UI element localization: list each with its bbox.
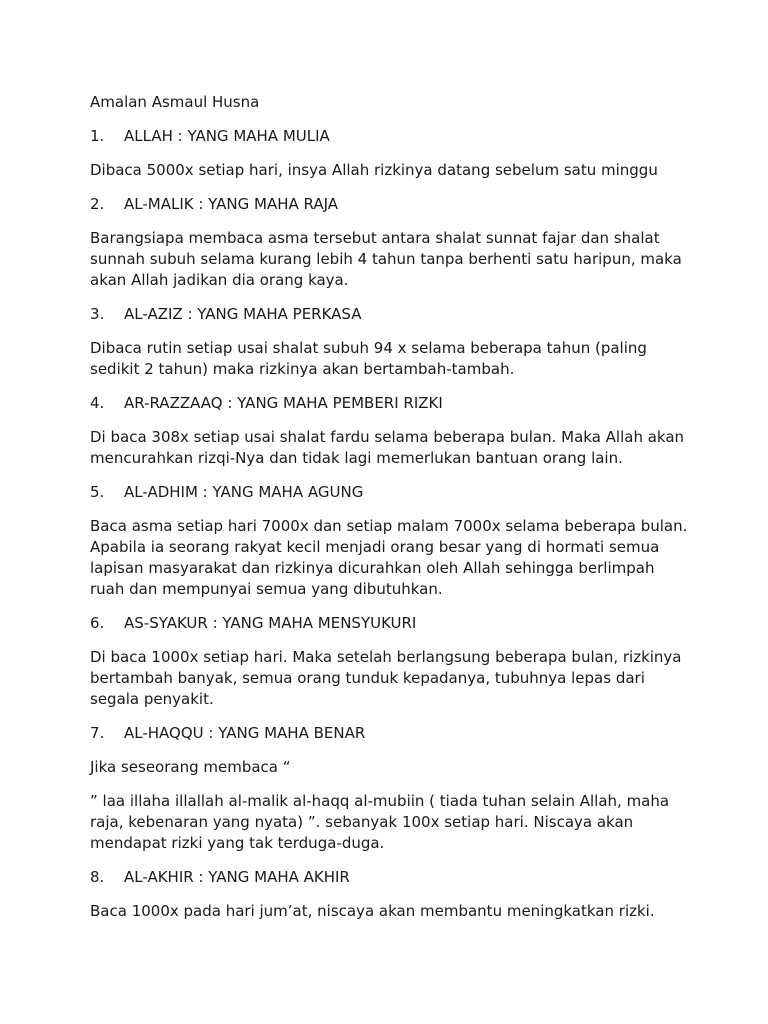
section-paragraph: Baca 1000x pada hari jum’at, niscaya akan membantu meningkatkan rizki.: [90, 902, 655, 920]
section-3: [90, 304, 690, 380]
section-6: [90, 613, 690, 710]
section-7: [90, 723, 690, 854]
section-heading: [90, 867, 690, 888]
section-number: 8.: [90, 868, 105, 886]
section-paragraph: Baca asma setiap hari 7000x dan setiap malam 7000x selama beberapa bulan. Apabila ia seorang rakyat kecil menjadi orang besar yang di hormati semua lapisan masyarakat dan rizkinya dicurahkan oleh Allah sehingga berlimpah ruah dan mempunyai semua yang dibutuhkan.: [90, 517, 688, 598]
section-heading-text: AL-ADHIM : YANG MAHA AGUNG: [124, 483, 364, 501]
section-paragraph: Dibaca 5000x setiap hari, insya Allah rizkinya datang sebelum satu minggu: [90, 161, 658, 179]
section-paragraph: Di baca 1000x setiap hari. Maka setelah berlangsung beberapa bulan, rizkinya bertambah banyak, semua orang tunduk kepadanya, tubuhnya lepas dari segala penyakit.: [90, 648, 682, 708]
section-paragraph: Jika seseorang membaca “: [90, 758, 291, 776]
section-number: 5.: [90, 483, 105, 501]
section-heading: [90, 304, 690, 325]
section-paragraph: ” laa illaha illallah al-malik al-haqq al-mubiin ( tiada tuhan selain Allah, maha raja, kebenaran yang nyata) ”. sebanyak 100x setiap hari. Niscaya akan mendapat rizki yang tak terduga-duga.: [90, 792, 670, 852]
section-paragraph: Di baca 308x setiap usai shalat fardu selama beberapa bulan. Maka Allah akan mencurahkan rizqi-Nya dan tidak lagi memerlukan bantuan orang lain.: [90, 428, 685, 467]
section-heading: [90, 393, 690, 414]
section-2: [90, 194, 690, 291]
section-number: 7.: [90, 724, 105, 742]
section-1: [90, 126, 690, 181]
section-heading-text: ALLAH : YANG MAHA MULIA: [124, 127, 330, 145]
section-heading: [90, 482, 690, 503]
section-5: [90, 482, 690, 600]
section-8: [90, 867, 690, 922]
section-number: 1.: [90, 127, 105, 145]
section-number: 4.: [90, 394, 105, 412]
section-heading-text: AL-AZIZ : YANG MAHA PERKASA: [124, 305, 362, 323]
section-paragraph: Barangsiapa membaca asma tersebut antara shalat sunnat fajar dan shalat sunnah subuh selama kurang lebih 4 tahun tanpa berhenti satu haripun, maka akan Allah jadikan dia orang kaya.: [90, 229, 682, 289]
section-4: [90, 393, 690, 469]
section-heading-text: AL-MALIK : YANG MAHA RAJA: [124, 195, 339, 213]
section-heading: [90, 723, 690, 744]
section-heading-text: AL-AKHIR : YANG MAHA AKHIR: [124, 868, 350, 886]
section-heading: [90, 126, 690, 147]
document-page: [90, 92, 690, 935]
section-heading: [90, 613, 690, 634]
section-number: 6.: [90, 614, 105, 632]
section-heading-text: AR-RAZZAAQ : YANG MAHA PEMBERI RIZKI: [124, 394, 443, 412]
section-paragraph: Dibaca rutin setiap usai shalat subuh 94 x selama beberapa tahun (paling sedikit 2 tahun) maka rizkinya akan bertambah-tambah.: [90, 339, 647, 378]
document-title: Amalan Asmaul Husna: [90, 93, 260, 111]
section-heading: [90, 194, 690, 215]
section-number: 2.: [90, 195, 105, 213]
section-heading-text: AL-HAQQU : YANG MAHA BENAR: [124, 724, 366, 742]
section-number: 3.: [90, 305, 105, 323]
section-heading-text: AS-SYAKUR : YANG MAHA MENSYUKURI: [124, 614, 417, 632]
